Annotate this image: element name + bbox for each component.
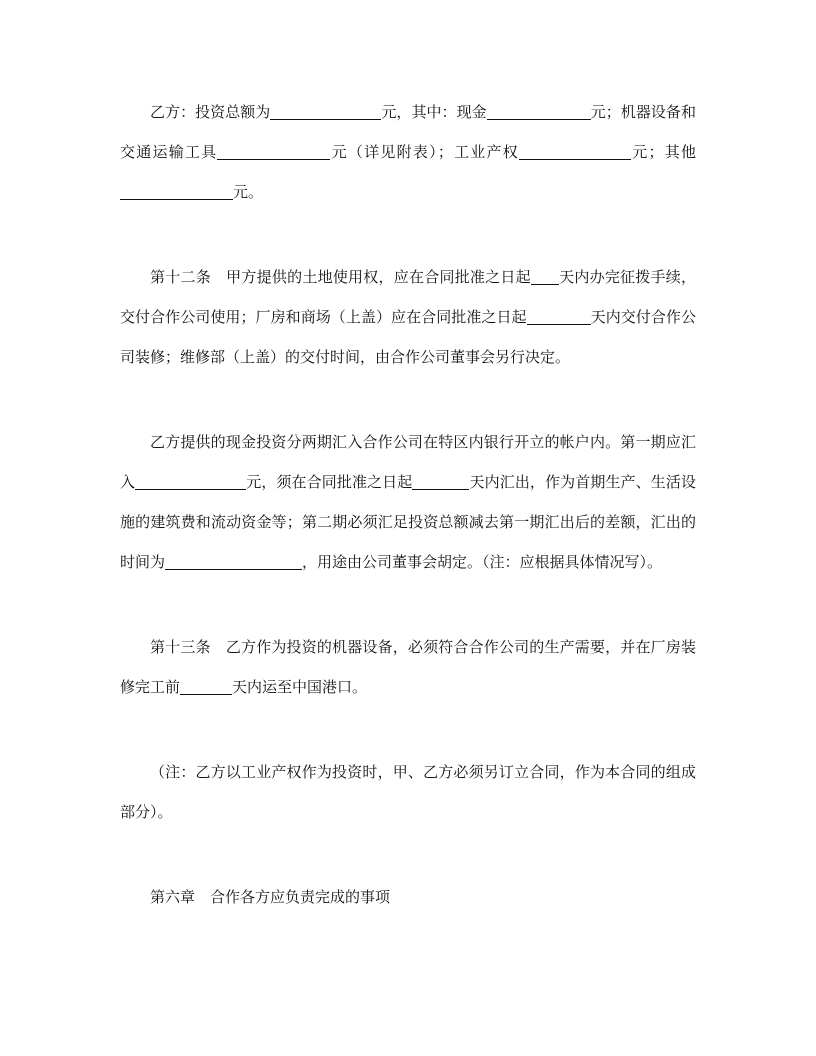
text-segment: 元，须在合同批准之日起 xyxy=(246,473,413,491)
blank-days-land xyxy=(531,268,545,285)
blank-remit-time xyxy=(165,553,302,570)
text-segment: 元（详见附表）；工业产权 xyxy=(330,143,520,161)
chapter-heading xyxy=(120,877,696,917)
document-body xyxy=(120,92,696,917)
text-segment: 天内交付合作公司装修；维修部（上盖）的交付时间，由合作公司董事会另行决定。 xyxy=(120,308,696,366)
blank-days-factory xyxy=(527,308,591,325)
text-segment: 元；其他 xyxy=(631,143,696,161)
text-segment: 天内办完征拨手续，交付合作公司使用；厂房和商场（上盖）应在合同批准之日起 xyxy=(120,268,696,326)
blank-other xyxy=(120,183,233,200)
text-segment: 元，其中：现金 xyxy=(381,103,487,121)
paragraph-article-12 xyxy=(120,257,696,377)
text-segment: 第十三条 乙方作为投资的机器设备，必须符合合作公司的生产需要，并在厂房装修完工前 xyxy=(120,638,696,696)
paragraph-note xyxy=(120,752,696,832)
blank-industrial-property xyxy=(519,143,631,160)
text-segment: 天内汇出，作为首期生产、生活设施的建筑费和流动资金等；第二期必须汇足投资总额减去第一期汇出后的差额，汇出的时间为 xyxy=(120,473,696,571)
text-segment: 第十二条 甲方提供的土地使用权，应在合同批准之日起 xyxy=(150,268,531,286)
blank-total-investment xyxy=(270,103,381,120)
blank-first-amount xyxy=(135,473,246,490)
text-segment: 天内运至中国港口。 xyxy=(232,678,368,696)
blank-days-land-2 xyxy=(545,268,559,285)
paragraph-article-13 xyxy=(120,627,696,707)
text-segment: 乙方提供的现金投资分两期汇入合作公司在特区内银行开立的帐户内。第一期应汇入 xyxy=(120,433,696,491)
text-segment: （注：乙方以工业产权作为投资时，甲、乙方必须另订立合同，作为本合同的组成部分）。 xyxy=(120,763,696,821)
paragraph-investment-party-b xyxy=(120,92,696,212)
blank-cash xyxy=(487,103,591,120)
blank-days-shipping xyxy=(180,678,232,695)
blank-days-remit xyxy=(412,473,469,490)
text-segment: 元。 xyxy=(233,183,264,201)
text-segment: 乙方：投资总额为 xyxy=(150,103,271,121)
text-segment: 元；机器设备和交通运输工具 xyxy=(120,103,696,161)
paragraph-cash-investment xyxy=(120,422,696,582)
text-segment: ，用途由公司董事会胡定。（注：应根据具体情况写）。 xyxy=(302,553,663,571)
text-segment: 第六章 合作各方应负责完成的事项 xyxy=(150,888,391,906)
blank-equipment xyxy=(217,143,330,160)
